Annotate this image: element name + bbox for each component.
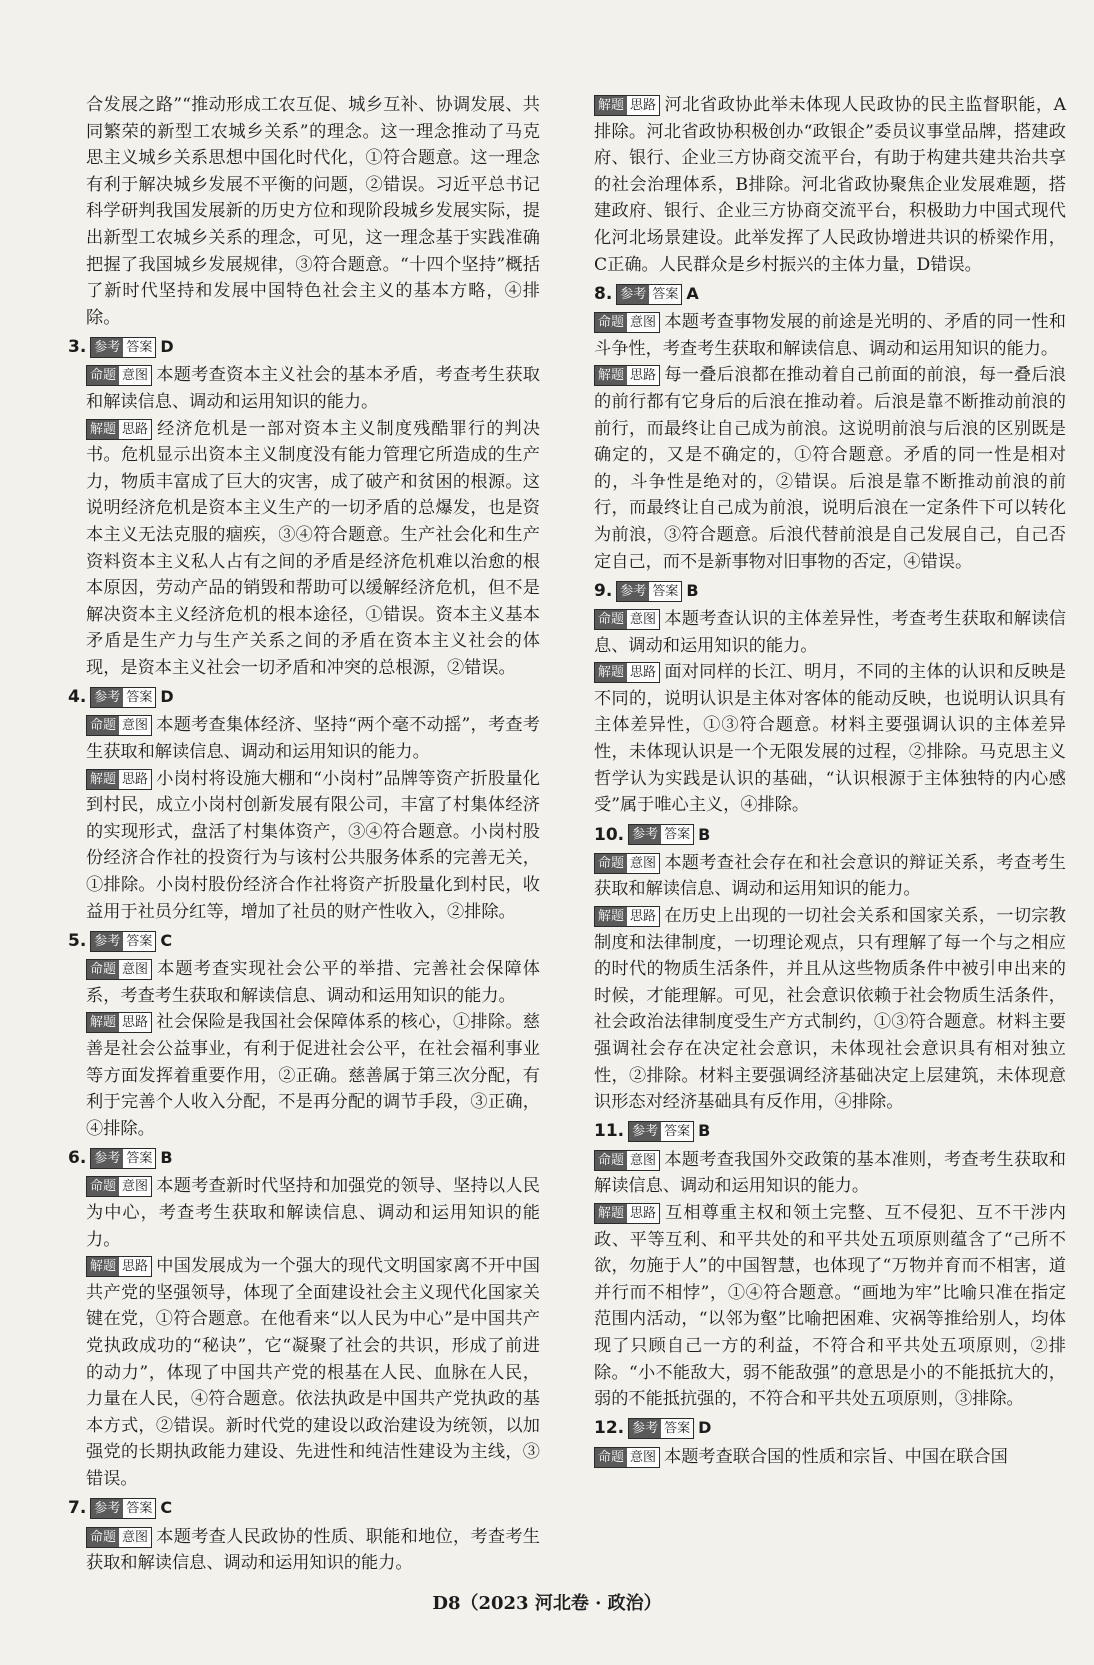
reference-answer-tag: 参考 答案 [628,1418,694,1439]
q7-intent: 命题 意图 本题考查人民政协的性质、职能和地位，考查考生获取和解读信息、调动和运用知识的能力。 [86,1526,540,1574]
solution-tag: 解题 思路 [86,1012,152,1033]
reference-answer-tag: 参考 答案 [628,824,694,845]
intent-tag: 命题 意图 [594,609,660,630]
intent-tag: 命题 意图 [86,1176,152,1197]
q3-solution: 解题 思路 经济危机是一部对资本主义制度残酷罪行的判决书。危机显示出资本主义制度没有能力管理它所造成的生产力，物质丰富成了巨大的灾害，成了破产和贫困的根源。这说明经济危机是资本主义生产的一切矛盾的总爆发，也是资本主义无法克服的痼疾，③④符合题意。生产社会化和生产资料资本主义私人占有之间的矛盾是经济危机难以治愈的根本原因，劳动产品的销毁和帮助可以缓解经济危机，但不是解决资本主义经济危机的根本途径，①错误。资本主义基本矛盾是生产力与生产关系之间的矛盾在资本主义社会的体现，是资本主义社会一切矛盾和冲突的总根源，②错误。 [86,418,540,678]
question-number: 9. [594,580,613,601]
intent-tag: 命题 意图 [594,1150,660,1171]
q9-solution: 解题 思路 面对同样的长江、明月，不同的主体的认识和反映是不同的，说明认识是主体对客体的能动反映，也说明认识具有主体差异性，①③符合题意。材料主要强调认识的主体差异性，未体现认识是一个无限发展的过程，②排除。马克思主义哲学认为实践是认识的基础，“认识根源于主体独特的内心感受”属于唯心主义，④排除。 [594,662,1066,816]
answer-letter: B [160,1148,173,1168]
reference-answer-tag: 参考 答案 [616,284,682,305]
q6-intent: 命题 意图 本题考查新时代坚持和加强党的领导、坚持以人民为中心，考查考生获取和解读信息、调动和运用知识的能力。 [86,1176,540,1250]
question-number: 6. [68,1148,87,1169]
answer-letter: D [698,1418,712,1438]
answer-letter: B [698,1121,711,1141]
solution-tag: 解题 思路 [594,95,660,116]
answer-letter: C [160,930,173,950]
q11-intent: 命题 意图 本题考查我国外交政策的基本准则，考查考生获取和解读信息、调动和运用知识的能力。 [594,1149,1066,1197]
q3-answer-row [68,333,540,361]
solution-tag: 解题 思路 [86,1256,152,1277]
q7-solution: 解题 思路 河北省政协此举未体现人民政协的民主监督职能，A排除。河北省政协积极创办“政银企”委员议事堂品牌，搭建政府、银行、企业三方协商交流平台，有助于构建共建共治共享的社会治理体系，B排除。河北省政协聚焦企业发展难题，搭建政府、银行、企业三方协商交流平台，积极助力中国式现代化河北场景建设。此举发挥了人民政协增进共识的桥梁作用，C正确。人民群众是乡村振兴的主体力量，D错误。 [594,95,1066,275]
solution-tag: 解题 思路 [86,769,152,790]
q10-intent: 命题 意图 本题考查社会存在和社会意识的辩证关系，考查考生获取和解读信息、调动和运用知识的能力。 [594,852,1066,900]
intent-tag: 命题 意图 [86,715,152,736]
intent-tag: 命题 意图 [86,1527,152,1548]
q5-solution: 解题 思路 社会保险是我国社会保障体系的核心，①排除。慈善是社会公益事业，有利于促进社会公平，在社会福利事业等方面发挥着重要作用，②正确。慈善属于第三次分配，有利于完善个人收入分配，不是再分配的调节手段，③正确，④排除。 [86,1012,540,1139]
answer-letter: B [686,580,699,600]
answer-letter: B [698,824,711,844]
q9-intent: 命题 意图 本题考查认识的主体差异性，考查考生获取和解读信息、调动和运用知识的能力。 [594,609,1066,656]
intent-tag: 命题 意图 [594,312,660,333]
reference-answer-tag: 参考 答案 [90,1148,156,1169]
q8-solution: 解题 思路 每一叠后浪都在推动着自己前面的前浪，每一叠后浪的前行都有它身后的后浪在推动着。后浪是靠不断推动前浪的前行，而最终让自己成为前浪。这说明前浪与后浪的区别既是确定的，又是不确定的，①符合题意。矛盾的同一性是相对的，斗争性是绝对的，②错误。后浪是靠不断推动前浪的前行，而最终让自己成为前浪，说明后浪在一定条件下可以转化为前浪，③符合题意。后浪代替前浪是自己发展自己，自己否定自己，而不是新事物对旧事物的否定，④错误。 [594,365,1066,572]
q12-intent: 命题 意图 本题考查联合国的性质和宗旨、中国在联合国 [594,1444,1066,1471]
solution-tag: 解题 思路 [86,419,152,440]
question-number: 5. [68,930,87,951]
question-number: 12. [594,1418,625,1439]
q4-intent: 命题 意图 本题考查集体经济、坚持“两个毫不动摇”，考查考生获取和解读信息、调动和运用知识的能力。 [86,715,540,763]
q6-answer-row [68,1144,540,1172]
q4-solution: 解题 思路 小岗村将设施大棚和“小岗村”品牌等资产折股量化到村民，成立小岗村创新发展有限公司，丰富了村集体经济的实现形式，盘活了村集体资产，③④符合题意。小岗村股份经济合作社的投资行为与该村公共服务体系的完善无关，①排除。小岗村股份经济合作社将资产折股量化到村民，收益用于社员分红等，增加了社员的财产性收入，②排除。 [86,768,540,922]
intent-tag: 命题 意图 [86,959,152,980]
reference-answer-tag: 参考 答案 [616,581,682,602]
q8-intent: 命题 意图 本题考查事物发展的前途是光明的、矛盾的同一性和斗争性，考查考生获取和解读信息、调动和运用知识的能力。 [594,312,1066,359]
q7-answer-row [68,1495,540,1523]
q5-answer-row [68,927,540,955]
answer-letter: D [160,687,174,707]
left-column [68,92,540,1577]
answer-letter: C [160,1498,173,1518]
intent-tag: 命题 意图 [594,1447,660,1468]
intent-tag: 命题 意图 [594,853,660,874]
reference-answer-tag: 参考 答案 [90,931,156,952]
q2-continuation: 合发展之路”“推动形成工农互促、城乡互补、协调发展、共同繁荣的新型工农城乡关系”的理念。这一理念推动了马克思主义城乡关系思想中国化时代化，①符合题意。这一理念有利于解决城乡发展不平衡的问题，②错误。习近平总书记科学研判我国发展新的历史方位和现阶段城乡发展实际，提出新型工农城乡关系的理念，可见，这一理念基于实践准确把握了我国城乡发展规律，③符合题意。“十四个坚持”概括了新时代坚持和发展中国特色社会主义的基本方略，④排除。 [86,95,540,328]
q12-answer-row [594,1415,1066,1443]
q3-intent: 命题 意图 本题考查资本主义社会的基本矛盾，考查考生获取和解读信息、调动和运用知识的能力。 [86,365,540,412]
solution-tag: 解题 思路 [594,906,660,927]
q9-answer-row [594,577,1066,605]
question-number: 10. [594,824,625,845]
question-number: 4. [68,687,87,708]
q8-answer-row [594,280,1066,308]
reference-answer-tag: 参考 答案 [90,687,156,708]
q11-solution: 解题 思路 互相尊重主权和领土完整、互不侵犯、互不干涉内政、平等互利、和平共处的和平共处五项原则蕴含了“己所不欲，勿施于人”的中国智慧，也体现了“万物并育而不相害，道并行而不相悖”，①④符合题意。“画地为牢”比喻只准在指定范围内活动，“以邻为壑”比喻把困难、灾祸等推给别人，均体现了只顾自己一方的利益，不符合和平共处五项原则，②排除。“小不能敌大，弱不能敌强”的意思是小的不能抵抗大的，弱的不能抵抗强的，不符合和平共处五项原则，③排除。 [594,1202,1066,1410]
answer-letter: A [686,283,699,303]
reference-answer-tag: 参考 答案 [90,337,156,358]
q11-answer-row [594,1118,1066,1146]
solution-tag: 解题 思路 [594,365,660,386]
question-number: 7. [68,1498,87,1519]
q4-answer-row [68,683,540,711]
q5-intent: 命题 意图 本题考查实现社会公平的举措、完善社会保障体系，考查考生获取和解读信息、调动和运用知识的能力。 [86,959,540,1006]
answer-letter: D [160,337,174,357]
reference-answer-tag: 参考 答案 [628,1121,694,1142]
right-column [594,92,1066,1470]
q6-solution: 解题 思路 中国发展成为一个强大的现代文明国家离不开中国共产党的坚强领导，体现了全面建设社会主义现代化国家关键在党，①符合题意。在他看来“以人民为中心”是中国共产党执政成功的“秘诀”，它“凝聚了社会的共识，形成了前进的动力”，体现了中国共产党的根基在人民、血脉在人民，力量在人民，④符合题意。依法执政是中国共产党执政的基本方式，②错误。新时代党的建设以政治建设为统领，以加强党的长期执政能力建设、先进性和纯洁性建设为主线，③错误。 [86,1256,540,1489]
q10-answer-row [594,821,1066,849]
reference-answer-tag: 参考 答案 [90,1498,156,1519]
page-footer: D8（2023 河北卷 · 政治） [432,1593,662,1614]
q10-solution: 解题 思路 在历史上出现的一切社会关系和国家关系，一切宗教制度和法律制度，一切理论观点，只有理解了每一个与之相应的时代的物质生活条件，并且从这些物质条件中被引申出来的时候，才能理解。可见，社会意识依赖于社会物质生活条件，社会政治法律制度受生产方式制约，①③符合题意。材料主要强调社会存在决定社会意识，未体现社会意识具有相对独立性，②排除。材料主要强调经济基础决定上层建筑，未体现意识形态对经济基础具有反作用，④排除。 [594,906,1066,1113]
solution-tag: 解题 思路 [594,1203,660,1224]
intent-tag: 命题 意图 [86,365,152,386]
solution-tag: 解题 思路 [594,662,660,683]
question-number: 3. [68,337,87,358]
question-number: 8. [594,283,613,304]
question-number: 11. [594,1121,625,1142]
